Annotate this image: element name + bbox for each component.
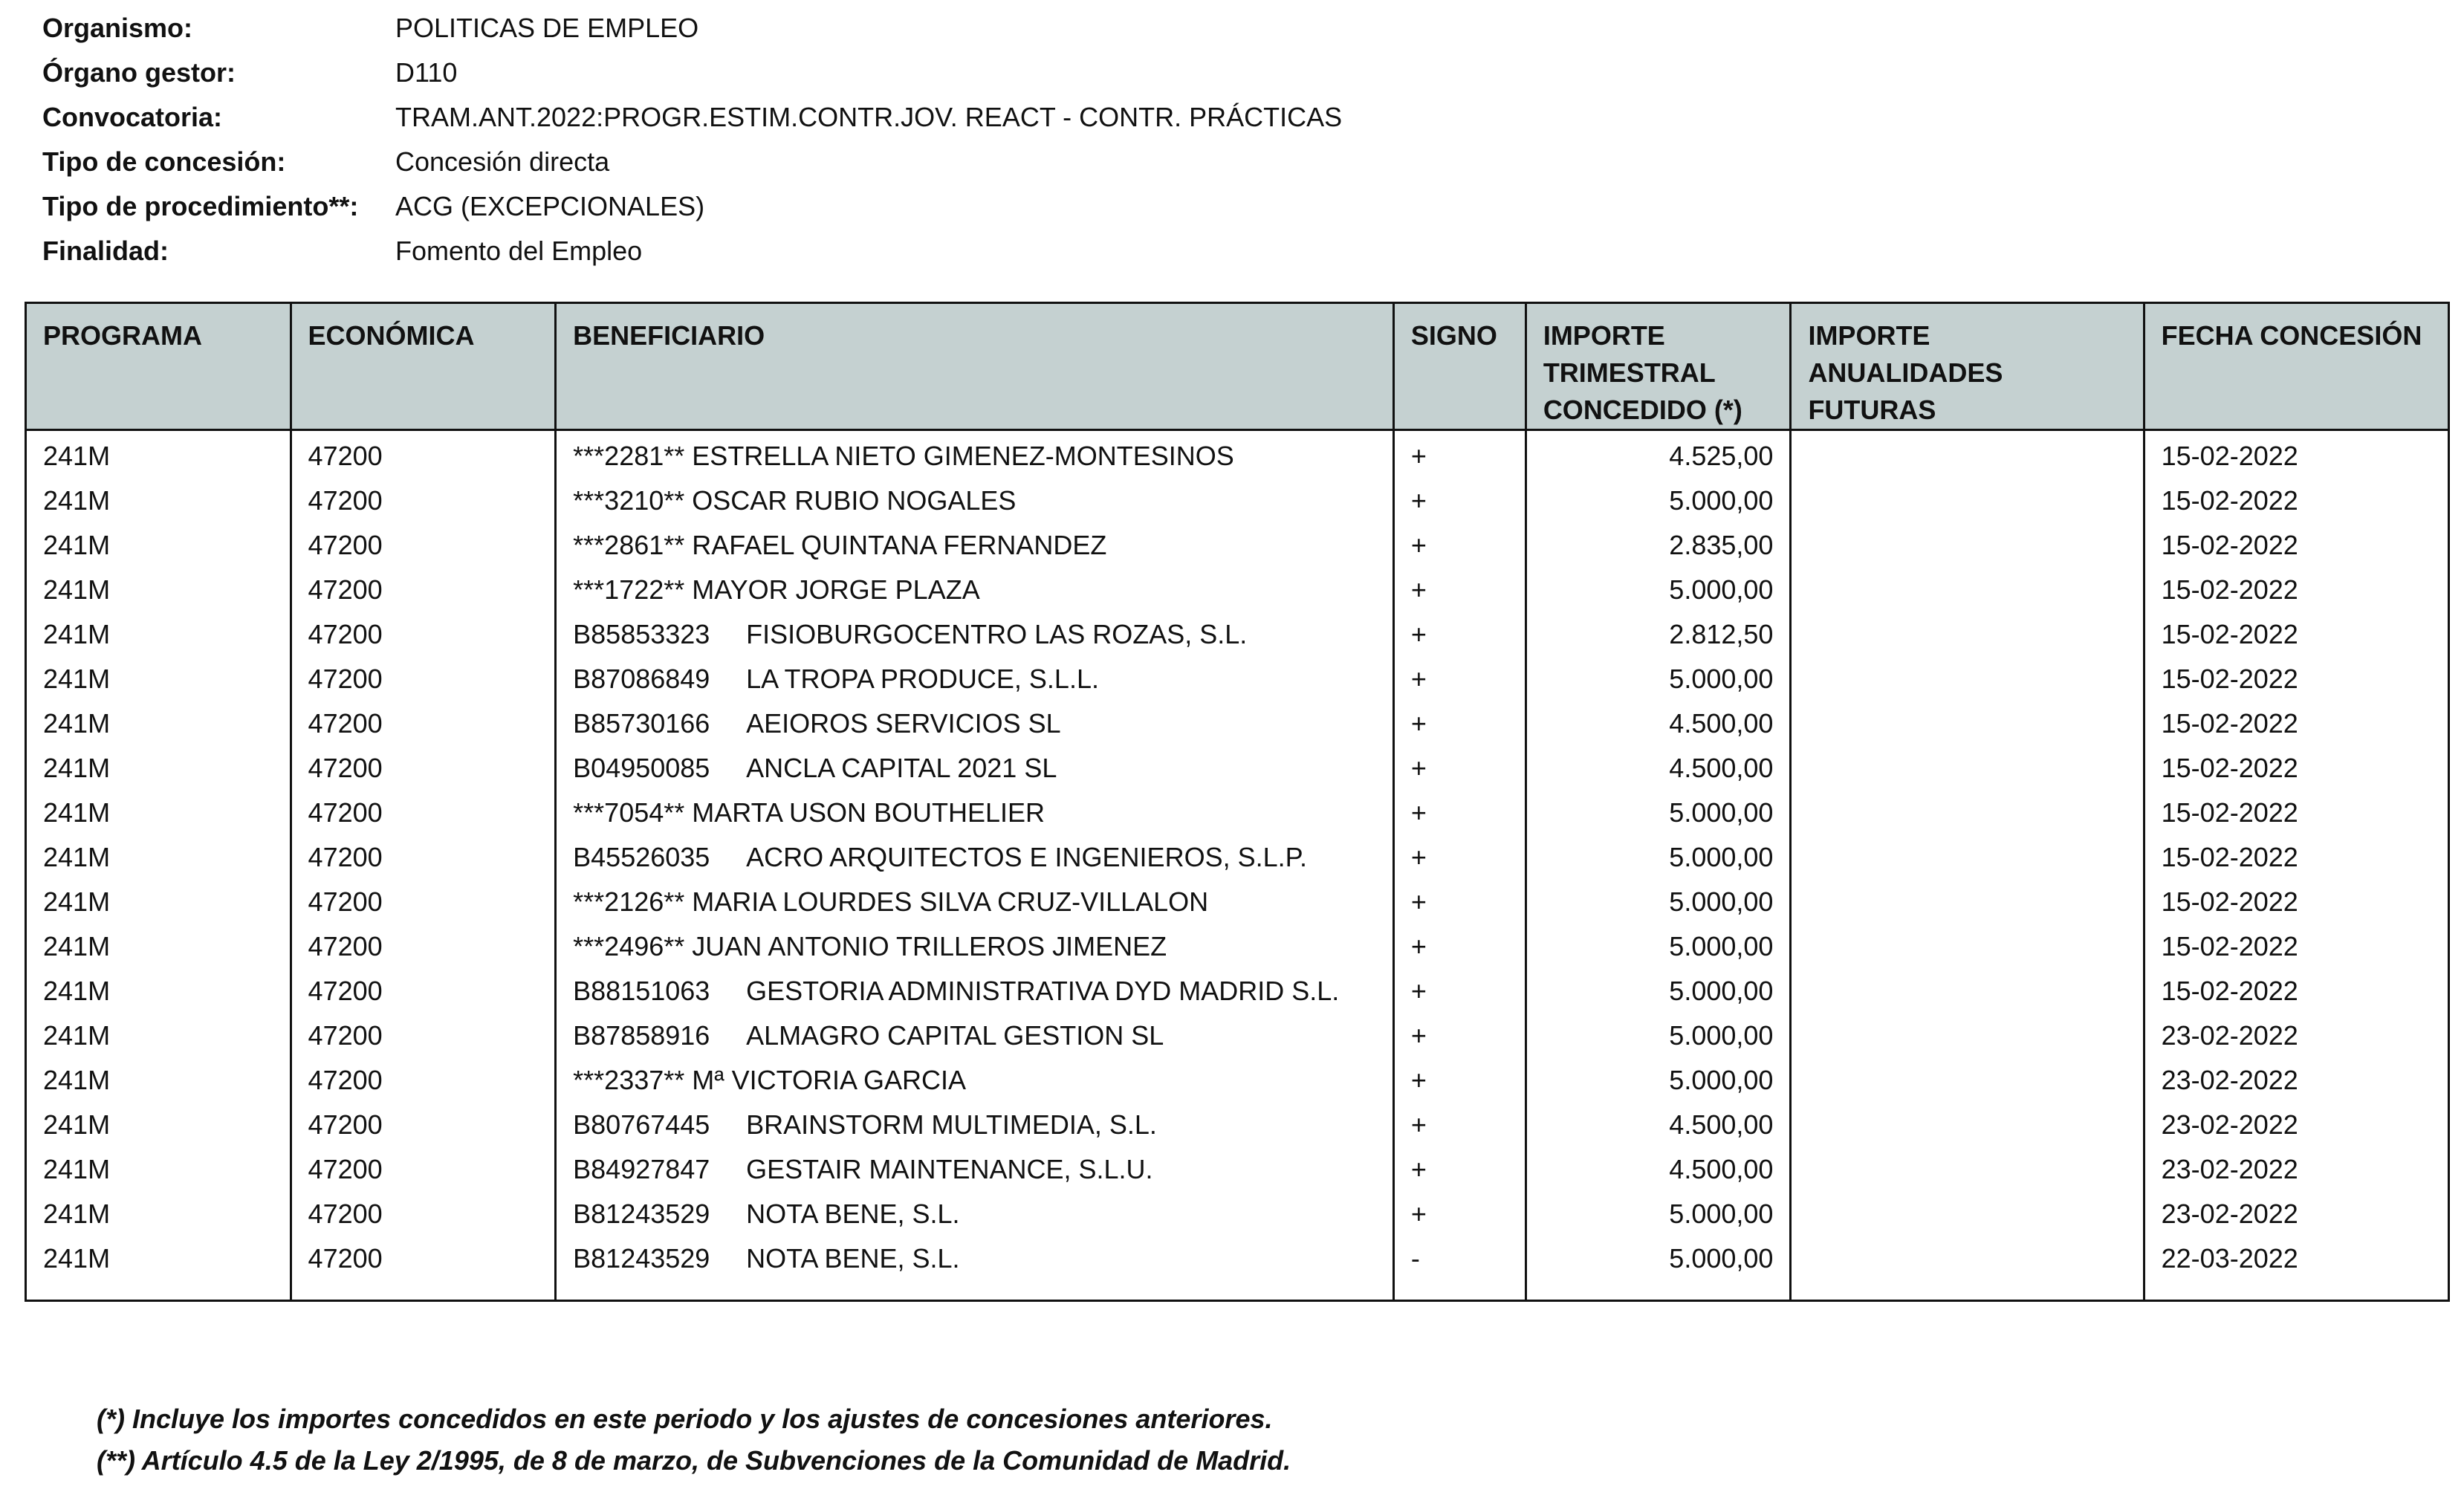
grants-table xyxy=(25,302,2450,1302)
filler-cell xyxy=(556,1281,1394,1301)
cell-economica: 47200 xyxy=(291,479,556,523)
beneficiario-nombre: JUAN ANTONIO TRILLEROS JIMENEZ xyxy=(692,931,1167,961)
cell-signo: + xyxy=(1393,1103,1526,1147)
cell-beneficiario xyxy=(556,924,1394,969)
cell-economica: 47200 xyxy=(291,1013,556,1058)
beneficiario-id: ***3210** xyxy=(573,485,685,516)
header-line: IMPORTE xyxy=(1808,320,1930,351)
cell-programa: 241M xyxy=(43,708,111,739)
beneficiario-cif: B80767445 xyxy=(573,1109,710,1140)
cell-beneficiario xyxy=(556,657,1394,701)
cell-importe: 5.000,00 xyxy=(1526,880,1791,924)
cell-signo: + xyxy=(1393,612,1526,657)
cell-anualidades-futuras xyxy=(1791,791,2144,835)
cell-signo: + xyxy=(1393,1192,1526,1236)
header-value: ACG (EXCEPCIONALES) xyxy=(395,191,705,221)
table-row xyxy=(26,657,2449,701)
beneficiario-nombre: NOTA BENE, S.L. xyxy=(746,1199,960,1229)
header-value: TRAM.ANT.2022:PROGR.ESTIM.CONTR.JOV. REACT - CONTR. PRÁCTICAS xyxy=(395,102,1343,132)
beneficiario-id: ***2496** xyxy=(573,931,685,961)
cell-anualidades-futuras xyxy=(1791,657,2144,701)
cell-programa: 241M xyxy=(43,485,111,516)
cell-importe: 5.000,00 xyxy=(1526,479,1791,523)
beneficiario-cif: B85730166 xyxy=(573,708,710,739)
beneficiario-cif: B87086849 xyxy=(573,664,710,694)
table-row xyxy=(26,701,2449,746)
cell-economica: 47200 xyxy=(291,880,556,924)
cell-signo: + xyxy=(1393,523,1526,568)
beneficiario-id: ***2281** xyxy=(573,441,685,471)
cell-importe: 4.500,00 xyxy=(1526,1103,1791,1147)
header-line: CONCEDIDO (*) xyxy=(1543,395,1742,425)
cell-signo: + xyxy=(1393,657,1526,701)
cell-beneficiario xyxy=(556,430,1394,479)
beneficiario-nombre: ESTRELLA NIETO GIMENEZ-MONTESINOS xyxy=(692,441,1234,471)
cell-fecha: 15-02-2022 xyxy=(2144,924,2448,969)
beneficiario-id: ***2861** xyxy=(573,530,685,560)
cell-signo: + xyxy=(1393,791,1526,835)
filler-cell xyxy=(26,1281,291,1301)
cell-economica: 47200 xyxy=(291,1236,556,1281)
cell-economica: 47200 xyxy=(291,523,556,568)
beneficiario-nombre: MAYOR JORGE PLAZA xyxy=(692,574,980,605)
cell-fecha: 15-02-2022 xyxy=(2144,969,2448,1013)
cell-anualidades-futuras xyxy=(1791,701,2144,746)
cell-fecha: 15-02-2022 xyxy=(2144,657,2448,701)
header-value: Concesión directa xyxy=(395,146,610,177)
header-line: TRIMESTRAL xyxy=(1543,357,1716,388)
footnotes xyxy=(97,1398,1291,1482)
header-row-tipo-concesion xyxy=(42,140,1342,184)
beneficiario-nombre: MARIA LOURDES SILVA CRUZ-VILLALON xyxy=(692,886,1209,917)
beneficiario-cif: B88151063 xyxy=(573,976,710,1006)
cell-economica: 47200 xyxy=(291,835,556,880)
cell-anualidades-futuras xyxy=(1791,430,2144,479)
cell-beneficiario xyxy=(556,746,1394,791)
table-row xyxy=(26,746,2449,791)
cell-signo: + xyxy=(1393,1013,1526,1058)
table-row xyxy=(26,612,2449,657)
cell-beneficiario xyxy=(556,479,1394,523)
cell-economica: 47200 xyxy=(291,1147,556,1192)
cell-anualidades-futuras xyxy=(1791,1236,2144,1281)
beneficiario-id: ***2337** xyxy=(573,1065,685,1095)
header-row-organo-gestor xyxy=(42,51,1342,95)
cell-beneficiario xyxy=(556,1103,1394,1147)
cell-economica: 47200 xyxy=(291,568,556,612)
table-row xyxy=(26,1058,2449,1103)
cell-signo: + xyxy=(1393,1147,1526,1192)
column-header-importe-anualidades xyxy=(1791,303,2144,430)
cell-importe: 5.000,00 xyxy=(1526,969,1791,1013)
cell-beneficiario xyxy=(556,1192,1394,1236)
cell-fecha: 15-02-2022 xyxy=(2144,612,2448,657)
cell-economica: 47200 xyxy=(291,657,556,701)
cell-economica: 47200 xyxy=(291,612,556,657)
beneficiario-nombre: RAFAEL QUINTANA FERNANDEZ xyxy=(692,530,1107,560)
cell-anualidades-futuras xyxy=(1791,835,2144,880)
cell-anualidades-futuras xyxy=(1791,880,2144,924)
cell-fecha: 23-02-2022 xyxy=(2144,1058,2448,1103)
cell-programa: 241M xyxy=(43,619,111,649)
header-value: POLITICAS DE EMPLEO xyxy=(395,13,699,43)
table-row xyxy=(26,479,2449,523)
cell-fecha: 15-02-2022 xyxy=(2144,746,2448,791)
cell-fecha: 23-02-2022 xyxy=(2144,1192,2448,1236)
beneficiario-cif: B04950085 xyxy=(573,753,710,783)
beneficiario-cif: B45526035 xyxy=(573,842,710,872)
filler-cell xyxy=(1526,1281,1791,1301)
cell-beneficiario xyxy=(556,835,1394,880)
cell-fecha: 15-02-2022 xyxy=(2144,568,2448,612)
table-row xyxy=(26,835,2449,880)
cell-beneficiario xyxy=(556,791,1394,835)
footnote-importes: (*) Incluye los importes concedidos en este periodo y los ajustes de concesiones anteriores. xyxy=(97,1404,1273,1434)
table-row xyxy=(26,1192,2449,1236)
cell-beneficiario xyxy=(556,1147,1394,1192)
cell-fecha: 15-02-2022 xyxy=(2144,880,2448,924)
beneficiario-id: ***7054** xyxy=(573,797,685,828)
header-row-finalidad xyxy=(42,229,1342,273)
cell-economica: 47200 xyxy=(291,1103,556,1147)
cell-importe: 5.000,00 xyxy=(1526,835,1791,880)
beneficiario-cif: B85853323 xyxy=(573,619,710,649)
beneficiario-nombre: MARTA USON BOUTHELIER xyxy=(692,797,1045,828)
cell-importe: 5.000,00 xyxy=(1526,657,1791,701)
cell-programa: 241M xyxy=(43,530,111,560)
cell-beneficiario xyxy=(556,701,1394,746)
header-info xyxy=(42,6,1342,273)
header-line: IMPORTE xyxy=(1543,320,1665,351)
beneficiario-nombre: BRAINSTORM MULTIMEDIA, S.L. xyxy=(746,1109,1157,1140)
table-row xyxy=(26,969,2449,1013)
cell-beneficiario xyxy=(556,523,1394,568)
beneficiario-nombre: Mª VICTORIA GARCIA xyxy=(692,1065,967,1095)
cell-fecha: 23-02-2022 xyxy=(2144,1103,2448,1147)
cell-anualidades-futuras xyxy=(1791,1103,2144,1147)
cell-economica: 47200 xyxy=(291,1192,556,1236)
header-row-tipo-procedimiento xyxy=(42,184,1342,229)
cell-economica: 47200 xyxy=(291,746,556,791)
cell-programa: 241M xyxy=(43,574,111,605)
cell-fecha: 15-02-2022 xyxy=(2144,523,2448,568)
cell-economica: 47200 xyxy=(291,791,556,835)
header-line: FUTURAS xyxy=(1808,395,1936,425)
beneficiario-cif: B81243529 xyxy=(573,1243,710,1274)
cell-signo: + xyxy=(1393,746,1526,791)
footnote-ley: (**) Artículo 4.5 de la Ley 2/1995, de 8 de marzo, de Subvenciones de la Comunidad de Madrid. xyxy=(97,1445,1291,1476)
cell-importe: 5.000,00 xyxy=(1526,1013,1791,1058)
header-row-convocatoria xyxy=(42,95,1342,140)
cell-programa: 241M xyxy=(43,753,111,783)
cell-fecha: 15-02-2022 xyxy=(2144,701,2448,746)
table-row xyxy=(26,791,2449,835)
header-label: Organismo: xyxy=(42,13,193,43)
beneficiario-nombre: GESTORIA ADMINISTRATIVA DYD MADRID S.L. xyxy=(746,976,1340,1006)
header-line: ANUALIDADES xyxy=(1808,357,2003,388)
table-header-row xyxy=(26,303,2449,430)
header-label: Finalidad: xyxy=(42,236,169,266)
filler-cell xyxy=(291,1281,556,1301)
cell-programa: 241M xyxy=(43,1065,111,1095)
beneficiario-cif: B81243529 xyxy=(573,1199,710,1229)
table-row xyxy=(26,1013,2449,1058)
filler-cell xyxy=(2144,1281,2448,1301)
cell-programa: 241M xyxy=(43,441,111,471)
header-row-organismo xyxy=(42,6,1342,51)
cell-economica: 47200 xyxy=(291,701,556,746)
header-value: D110 xyxy=(395,57,458,88)
cell-anualidades-futuras xyxy=(1791,1192,2144,1236)
cell-anualidades-futuras xyxy=(1791,1013,2144,1058)
beneficiario-nombre: ACRO ARQUITECTOS E INGENIEROS, S.L.P. xyxy=(746,842,1307,872)
cell-beneficiario xyxy=(556,1058,1394,1103)
cell-anualidades-futuras xyxy=(1791,568,2144,612)
table-row xyxy=(26,880,2449,924)
cell-programa: 241M xyxy=(43,1020,111,1051)
cell-economica: 47200 xyxy=(291,1058,556,1103)
cell-beneficiario xyxy=(556,612,1394,657)
cell-programa: 241M xyxy=(43,931,111,961)
cell-importe: 5.000,00 xyxy=(1526,791,1791,835)
filler-cell xyxy=(1393,1281,1526,1301)
cell-anualidades-futuras xyxy=(1791,1058,2144,1103)
cell-signo: + xyxy=(1393,969,1526,1013)
table-filler-row xyxy=(26,1281,2449,1301)
cell-programa: 241M xyxy=(43,842,111,872)
cell-programa: 241M xyxy=(43,797,111,828)
header-label: Tipo de concesión: xyxy=(42,146,286,177)
beneficiario-id: ***2126** xyxy=(573,886,685,917)
cell-signo: + xyxy=(1393,1058,1526,1103)
beneficiario-nombre: NOTA BENE, S.L. xyxy=(746,1243,960,1274)
cell-economica: 47200 xyxy=(291,969,556,1013)
table-row xyxy=(26,1236,2449,1281)
table-row xyxy=(26,430,2449,479)
cell-anualidades-futuras xyxy=(1791,523,2144,568)
cell-anualidades-futuras xyxy=(1791,746,2144,791)
cell-importe: 5.000,00 xyxy=(1526,1236,1791,1281)
header-label: Órgano gestor: xyxy=(42,57,236,88)
table-row xyxy=(26,523,2449,568)
beneficiario-nombre: ANCLA CAPITAL 2021 SL xyxy=(746,753,1057,783)
cell-fecha: 15-02-2022 xyxy=(2144,430,2448,479)
cell-fecha: 22-03-2022 xyxy=(2144,1236,2448,1281)
cell-importe: 2.835,00 xyxy=(1526,523,1791,568)
table-row xyxy=(26,568,2449,612)
cell-importe: 5.000,00 xyxy=(1526,924,1791,969)
cell-importe: 4.500,00 xyxy=(1526,701,1791,746)
cell-programa: 241M xyxy=(43,1154,111,1184)
table-row xyxy=(26,924,2449,969)
column-header-programa: PROGRAMA xyxy=(26,303,291,430)
header-label: Tipo de procedimiento**: xyxy=(42,191,359,221)
cell-beneficiario xyxy=(556,1236,1394,1281)
beneficiario-id: ***1722** xyxy=(573,574,685,605)
cell-beneficiario xyxy=(556,568,1394,612)
cell-programa: 241M xyxy=(43,1109,111,1140)
beneficiario-nombre: AEIOROS SERVICIOS SL xyxy=(746,708,1061,739)
cell-programa: 241M xyxy=(43,1199,111,1229)
cell-signo: + xyxy=(1393,880,1526,924)
column-header-economica: ECONÓMICA xyxy=(291,303,556,430)
header-label: Convocatoria: xyxy=(42,102,223,132)
cell-beneficiario xyxy=(556,880,1394,924)
cell-importe: 5.000,00 xyxy=(1526,1192,1791,1236)
cell-importe: 5.000,00 xyxy=(1526,568,1791,612)
cell-fecha: 15-02-2022 xyxy=(2144,479,2448,523)
table-row xyxy=(26,1147,2449,1192)
cell-anualidades-futuras xyxy=(1791,479,2144,523)
beneficiario-nombre: LA TROPA PRODUCE, S.L.L. xyxy=(746,664,1099,694)
beneficiario-nombre: ALMAGRO CAPITAL GESTION SL xyxy=(746,1020,1164,1051)
table-row xyxy=(26,1103,2449,1147)
cell-signo: + xyxy=(1393,430,1526,479)
cell-economica: 47200 xyxy=(291,924,556,969)
column-header-beneficiario: BENEFICIARIO xyxy=(556,303,1394,430)
filler-cell xyxy=(1791,1281,2144,1301)
cell-importe: 2.812,50 xyxy=(1526,612,1791,657)
cell-programa: 241M xyxy=(43,664,111,694)
beneficiario-nombre: GESTAIR MAINTENANCE, S.L.U. xyxy=(746,1154,1153,1184)
column-header-importe-trimestral xyxy=(1526,303,1791,430)
cell-anualidades-futuras xyxy=(1791,612,2144,657)
cell-anualidades-futuras xyxy=(1791,1147,2144,1192)
cell-fecha: 23-02-2022 xyxy=(2144,1013,2448,1058)
cell-beneficiario xyxy=(556,1013,1394,1058)
cell-signo: + xyxy=(1393,924,1526,969)
cell-beneficiario xyxy=(556,969,1394,1013)
cell-economica: 47200 xyxy=(291,430,556,479)
cell-programa: 241M xyxy=(43,976,111,1006)
beneficiario-nombre: OSCAR RUBIO NOGALES xyxy=(692,485,1017,516)
column-header-signo: SIGNO xyxy=(1393,303,1526,430)
cell-fecha: 15-02-2022 xyxy=(2144,791,2448,835)
cell-programa: 241M xyxy=(43,1243,111,1274)
cell-importe: 4.500,00 xyxy=(1526,1147,1791,1192)
beneficiario-cif: B87858916 xyxy=(573,1020,710,1051)
cell-importe: 5.000,00 xyxy=(1526,1058,1791,1103)
cell-signo: + xyxy=(1393,479,1526,523)
column-header-fecha: FECHA CONCESIÓN xyxy=(2144,303,2448,430)
cell-signo: + xyxy=(1393,835,1526,880)
beneficiario-nombre: FISIOBURGOCENTRO LAS ROZAS, S.L. xyxy=(746,619,1248,649)
cell-anualidades-futuras xyxy=(1791,924,2144,969)
cell-programa: 241M xyxy=(43,886,111,917)
cell-anualidades-futuras xyxy=(1791,969,2144,1013)
header-value: Fomento del Empleo xyxy=(395,236,643,266)
cell-signo: - xyxy=(1393,1236,1526,1281)
cell-fecha: 15-02-2022 xyxy=(2144,835,2448,880)
cell-signo: + xyxy=(1393,568,1526,612)
cell-fecha: 23-02-2022 xyxy=(2144,1147,2448,1192)
cell-importe: 4.525,00 xyxy=(1526,430,1791,479)
beneficiario-cif: B84927847 xyxy=(573,1154,710,1184)
cell-signo: + xyxy=(1393,701,1526,746)
cell-importe: 4.500,00 xyxy=(1526,746,1791,791)
